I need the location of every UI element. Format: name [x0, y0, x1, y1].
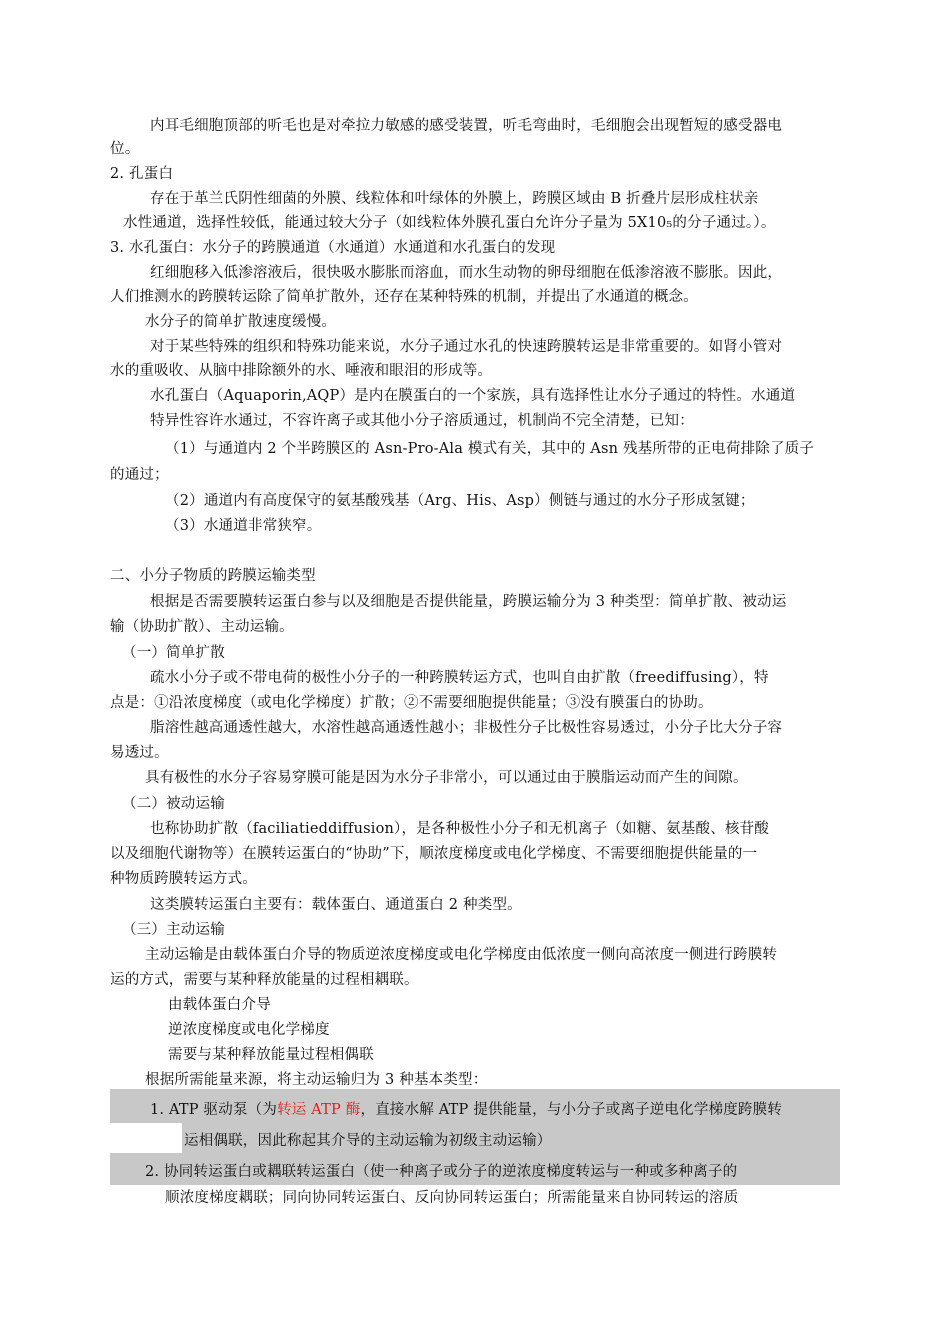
- paragraph-line: 易透过。: [110, 745, 169, 761]
- paragraph-line: 特异性容许水通过，不容许离子或其他小分子溶质通过，机制尚不完全清楚，已知：: [150, 413, 694, 429]
- cotransporter-line: 顺浓度梯度耦联；同向协同转运蛋白、反向协同转运蛋白；所需能量来自协同转运的溶质: [165, 1190, 739, 1206]
- cotransporter-line: 2. 协同转运蛋白或耦联转运蛋白（使一种离子或分子的逆浓度梯度转运与一种或多种离子的: [145, 1164, 738, 1180]
- paragraph-line: 也称协助扩散（faciliatieddiffusion），是各种极性小分子和无机离子（如糖、氨基酸、核苷酸: [150, 821, 770, 837]
- list-item: 由载体蛋白介导: [168, 997, 271, 1013]
- paragraph-line: 脂溶性越高通透性越大，水溶性越高通透性越小；非极性分子比极性容易透过，小分子比大分子容: [150, 720, 783, 736]
- paragraph-line: 疏水小分子或不带电荷的极性小分子的一种跨膜转运方式，也叫自由扩散（freediffusing），特: [150, 670, 769, 686]
- atp-pump-text: ，直接水解 ATP 提供能量，与小分子或离子逆电化学梯度跨膜转: [360, 1102, 783, 1118]
- subsection-heading: （三）主动运输: [122, 922, 225, 938]
- paragraph-line: 种物质跨膜转运方式。: [110, 871, 257, 887]
- paragraph-line: 水孔蛋白（Aquaporin,AQP）是内在膜蛋白的一个家族，具有选择性让水分子通过的特性。水通道: [150, 388, 796, 404]
- section-heading: 3. 水孔蛋白：水分子的跨膜通道（水通道）水通道和水孔蛋白的发现: [110, 240, 556, 256]
- paragraph-line: 水分子的简单扩散速度缓慢。: [145, 314, 337, 330]
- paragraph-line: 根据所需能量来源，将主动运输归为 3 种基本类型：: [145, 1072, 488, 1088]
- paragraph-line: 这类膜转运蛋白主要有：载体蛋白、通道蛋白 2 种类型。: [150, 897, 522, 913]
- paragraph-line: 具有极性的水分子容易穿膜可能是因为水分子非常小，可以通过由于膜脂运动而产生的间隙。: [145, 770, 748, 786]
- subsection-heading: （一）简单扩散: [122, 645, 225, 661]
- subsection-heading: （二）被动运输: [122, 796, 225, 812]
- paragraph-line: 内耳毛细胞顶部的听毛也是对牵拉力敏感的感受装置，听毛弯曲时，毛细胞会出现暂短的感受器电: [150, 118, 783, 134]
- paragraph-line: 点是：①沿浓度梯度（或电化学梯度）扩散；②不需要细胞提供能量；③没有膜蛋白的协助。: [110, 695, 713, 711]
- atp-pump-text: 1. ATP 驱动泵（为: [150, 1102, 278, 1118]
- paragraph-line: 根据是否需要膜转运蛋白参与以及细胞是否提供能量，跨膜运输分为 3 种类型：简单扩散、被动运: [150, 594, 787, 610]
- list-item: （3）水通道非常狭窄。: [165, 518, 322, 534]
- paragraph-line: 存在于革兰氏阴性细菌的外膜、线粒体和叶绿体的外膜上，跨膜区域由 B 折叠片层形成柱状亲: [150, 191, 759, 207]
- paragraph-line: 水的重吸收、从脑中排除额外的水、唾液和眼泪的形成等。: [110, 363, 493, 379]
- atp-pump-line: [150, 1100, 782, 1120]
- paragraph-line: 以及细胞代谢物等）在膜转运蛋白的“协助”下，顺浓度梯度或电化学梯度、不需要细胞提供能量的一: [110, 846, 758, 862]
- paragraph-line: 位。: [110, 141, 140, 157]
- section-heading: 二、小分子物质的跨膜运输类型: [110, 568, 316, 584]
- atp-pump-line: 运相偶联，因此称起其介导的主动运输为初级主动运输）: [184, 1133, 552, 1149]
- list-item: （2）通道内有高度保守的氨基酸残基（Arg、His、Asp）侧链与通过的水分子形成氢键；: [165, 493, 755, 509]
- paragraph-line: 主动运输是由载体蛋白介导的物质逆浓度梯度或电化学梯度由低浓度一侧向高浓度一侧进行跨膜转: [145, 947, 778, 963]
- paragraph-line: 对于某些特殊的组织和特殊功能来说，水分子通过水孔的快速跨膜转运是非常重要的。如肾小管对: [150, 339, 783, 355]
- list-item: 的通过；: [110, 467, 169, 483]
- atp-enzyme-highlight: 转运 ATP 酶: [277, 1102, 361, 1118]
- paragraph-line: 运的方式，需要与某种释放能量的过程相耦联。: [110, 972, 419, 988]
- section-heading: 2. 孔蛋白: [110, 166, 174, 182]
- paragraph-line: 输（协助扩散）、主动运输。: [110, 619, 294, 635]
- list-item: 需要与某种释放能量过程相偶联: [168, 1047, 374, 1063]
- paragraph-line: 水性通道，选择性较低，能通过较大分子（如线粒体外膜孔蛋白允许分子量为 5X10₅的分子通过。）。: [123, 215, 776, 231]
- list-item: 逆浓度梯度或电化学梯度: [168, 1022, 330, 1038]
- list-item: （1）与通道内 2 个半跨膜区的 Asn-Pro-Ala 模式有关，其中的 Asn 残基所带的正电荷排除了质子: [165, 441, 815, 457]
- paragraph-line: 红细胞移入低渗溶液后，很快吸水膨胀而溶血，而水生动物的卵母细胞在低渗溶液不膨胀。因此，: [150, 265, 783, 281]
- paragraph-line: 人们推测水的跨膜转运除了简单扩散外，还存在某种特殊的机制，并提出了水通道的概念。: [110, 289, 698, 305]
